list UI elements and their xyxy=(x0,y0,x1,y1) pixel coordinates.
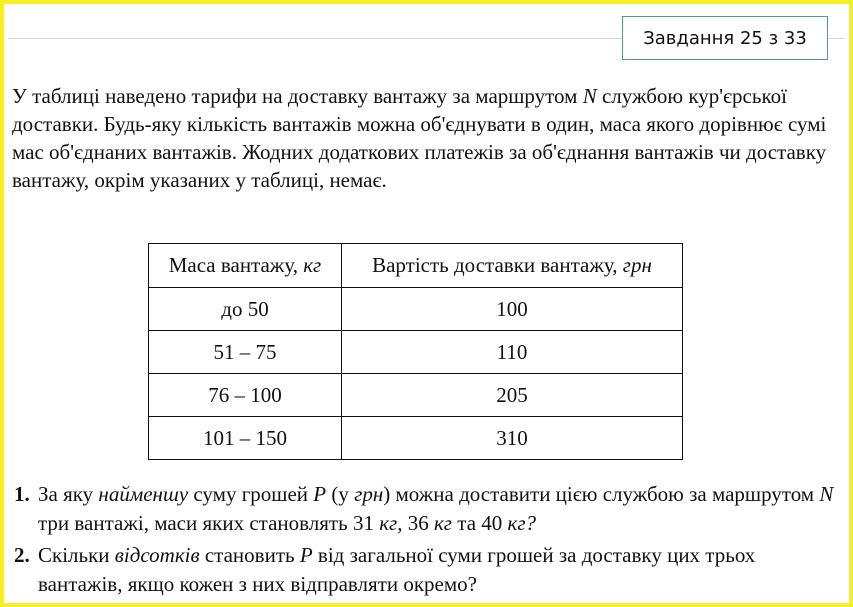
question-item xyxy=(14,541,834,599)
question-run: (у xyxy=(326,482,355,506)
question-list xyxy=(14,480,834,602)
question-run: три вантажі, маси яких становлять 31 xyxy=(38,511,380,535)
header-cost-unit: грн xyxy=(622,253,652,277)
question-emphasis: грн xyxy=(354,482,384,506)
question-text xyxy=(38,482,833,535)
cell-mass: 76 – 100 xyxy=(149,374,342,417)
cell-mass: до 50 xyxy=(149,288,342,331)
question-run: За яку xyxy=(38,482,99,506)
table-row xyxy=(149,288,683,331)
task-intro xyxy=(12,82,832,194)
task-counter xyxy=(622,16,828,60)
cell-cost: 205 xyxy=(342,374,683,417)
question-number: 2. xyxy=(14,543,30,567)
header-cost xyxy=(342,244,683,288)
cell-mass: 51 – 75 xyxy=(149,331,342,374)
question-text xyxy=(38,543,755,596)
table-header-row xyxy=(149,244,683,288)
cell-cost: 310 xyxy=(342,417,683,460)
header-mass-label: Маса вантажу, xyxy=(168,253,304,277)
task-counter-label: Завдання 25 з 33 xyxy=(643,27,807,49)
tariff-table xyxy=(148,243,683,460)
table-row xyxy=(149,374,683,417)
question-run: ) можна доставити цією службою за маршрутом xyxy=(383,482,820,506)
question-run: від загальної суми грошей за доставку цих трьох вантажів, якщо кожен з них відправляти окремо? xyxy=(38,543,756,596)
intro-text-end: службою кур'єрської доставки. Будь-яку кількість вантажів можна об'єднувати в один, маса якого дорівнює сумі мас об'єднаних вантажів. Жодних додаткових платежів за об'єднання вантажів чи доставку вантажу, окрім указаних у таблиці, немає. xyxy=(12,84,827,192)
question-run: та 40 xyxy=(452,511,508,535)
intro-text-start: У таблиці наведено тарифи на доставку вантажу за маршрутом xyxy=(12,84,583,108)
table-row xyxy=(149,417,683,460)
question-emphasis: кг xyxy=(379,511,398,535)
header-mass xyxy=(149,244,342,288)
table-row xyxy=(149,331,683,374)
question-run: , 36 xyxy=(397,511,434,535)
question-emphasis: найменшу xyxy=(98,482,189,506)
question-emphasis: кг? xyxy=(507,511,537,535)
question-number: 1. xyxy=(14,482,30,506)
question-run: становить xyxy=(199,543,300,567)
question-emphasis: P xyxy=(299,543,313,567)
route-name: N xyxy=(582,84,597,108)
header-cost-label: Вартість доставки вантажу, xyxy=(372,253,623,277)
cell-mass: 101 – 150 xyxy=(149,417,342,460)
cell-cost: 100 xyxy=(342,288,683,331)
question-emphasis: N xyxy=(819,482,834,506)
question-emphasis: кг xyxy=(433,511,453,535)
header-mass-unit: кг xyxy=(303,253,322,277)
question-emphasis: P xyxy=(313,482,327,506)
question-run: суму грошей xyxy=(188,482,314,506)
question-emphasis: відсотків xyxy=(114,543,200,567)
cell-cost: 110 xyxy=(342,331,683,374)
question-item xyxy=(14,480,834,538)
question-run: Скільки xyxy=(38,543,115,567)
